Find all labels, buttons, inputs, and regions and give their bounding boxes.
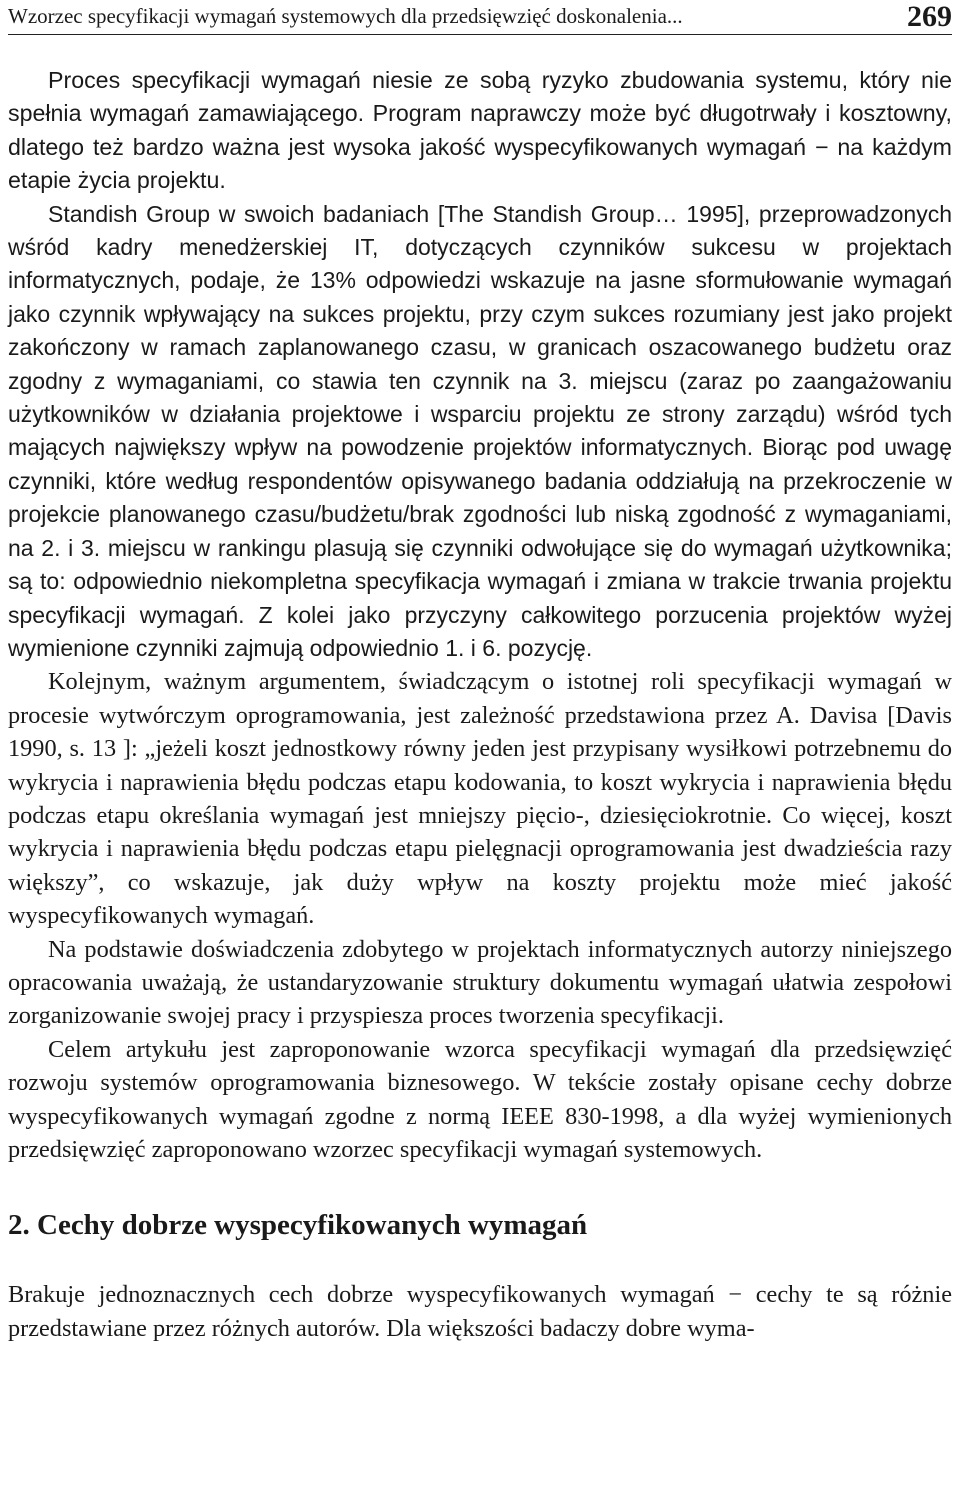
page-number: 269 — [907, 0, 952, 33]
running-title: Wzorzec specyfikacji wymagań systemowych dla przedsięwzięć doskonalenia... — [8, 4, 683, 28]
paragraph-goal: Celem artykułu jest zaproponowanie wzorca specyfikacji wymagań dla przedsięwzięć rozwoju systemów oprogramowania biznesowego. W tekście zostały opisane cechy dobrze wyspecyfikowanych wymagań zgodne z normą IEEE 830-1998, a dla wyżej wymienionych przedsięwzięć zaproponowano wzorzec specyfikacji wymagań systemowych. — [8, 1035, 952, 1163]
paragraph-risk: Proces specyfikacji wymagań niesie ze sobą ryzyko zbudowania systemu, który nie spełnia wymagań zamawiającego. Program naprawczy może być długotrwały i kosztowny, dlatego też bardzo ważna jest wysoka jakość wyspecyfikowanych wymagań − na każdym etapie życia projektu. — [8, 67, 952, 194]
paragraph-experience: Na podstawie doświadczenia zdobytego w projektach informatycznych autorzy niniejszego opracowania uważają, że ustandaryzowanie struktury dokumentu wymagań ułatwia zespołowi zorganizowanie swojej pracy i przyspiesza proces tworzenia specyfikacji. — [8, 935, 952, 1030]
paragraph-standish: Standish Group w swoich badaniach [The Standish Group… 1995], przeprowadzonych wśród kadry menedżerskiej IT, dotyczących czynników sukcesu w projektach informatycznych, podaje, że 13% odpowiedzi wskazuje na jasne sformułowanie wymagań jako czynnik wpływający na sukces projektu, przy czym sukces rozumiany jest jako projekt zakończony w ramach zaplanowanego czasu, w granicach oszacowanego budżetu oraz zgodny z wymaganiami, co stawia ten czynnik na 3. miejscu (zaraz po zaangażowaniu użytkowników w działania projektowe i wsparciu projektu ze strony zarządu) wśród tych mających największy wpływ na powodzenie projektów informatycznych. Biorąc pod uwagę czynniki, które według respondentów opisywanego badania oddziałują na przekroczenie w projekcie planowanego czasu/budżetu/brak zgodności lub niską zgodność z wymaganiami, na 2. i 3. miejscu w rankingu plasują się czynniki odwołujące się do wymagań użytkownika; są to: odpowiednio niekompletna specyfikacja wymagań i zmiana w trakcie trwania projektu specyfikacji wymagań. Z kolei jako przyczyny całkowitego porzucenia projektów wyżej wymienione czynniki zajmują odpowiednio 1. i 6. pozycję. — [8, 200, 952, 661]
article-body — [8, 64, 952, 1345]
running-header — [8, 0, 952, 35]
paragraph-davis: Kolejnym, ważnym argumentem, świadczącym o istotnej roli specyfikacji wymagań w procesie wytwórczym oprogramowania, jest zależność przedstawiona przez A. Davisa [Davis 1990, s. 13 ]: „jeżeli koszt jednostkowy równy jeden jest przypisany wysiłkowi potrzebnemu do wykrycia i naprawienia błędu podczas etapu kodowania, to koszt wykrycia i naprawienia błędu podczas etapu określania wymagań jest mniejszy pięcio-, dziesięciokrotnie. Co więcej, koszt wykrycia i naprawienia błędu podczas etapu pielęgnacji oprogramowania jest dwadzieścia razy większy”, co wskazuje, jak duży wpływ na koszty projektu może mieć jakość wyspecyfikowanych wymagań. — [8, 668, 952, 930]
section-heading: 2. Cechy dobrze wyspecyfikowanych wymagań — [8, 1209, 588, 1242]
paragraph-section-intro: Brakuje jednoznacznych cech dobrze wyspecyfikowanych wymagań − cechy te są różnie przedstawiane przez różnych autorów. Dla większości badaczy dobre wyma- — [8, 1281, 952, 1342]
